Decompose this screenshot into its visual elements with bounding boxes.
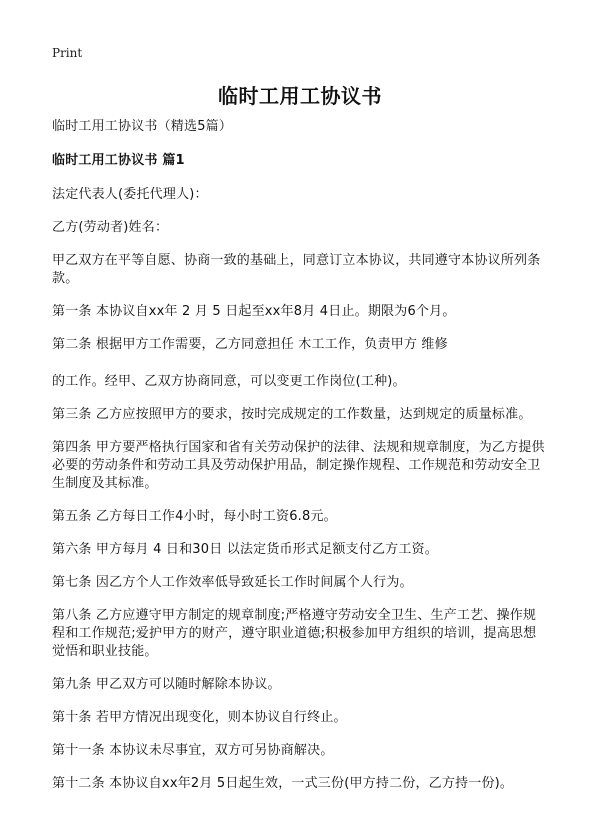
paragraph: 乙方(劳动者)姓名： <box>52 220 169 235</box>
print-link[interactable]: Print <box>52 46 83 60</box>
paragraph: 第一条 本协议自xx年 2 月 5 日起至xx年8月 4日止。期限为6个月。 <box>52 304 456 319</box>
paragraph: 法定代表人(委托代理人)： <box>52 187 208 202</box>
paragraph: 第十二条 本协议自xx年2月 5日起生效，一式三份(甲方持二份，乙方持一份)。 <box>52 776 514 791</box>
paragraph: 第二条 根据甲方工作需要，乙方同意担任 木工工作，负责甲方 维修 <box>52 337 448 352</box>
paragraph: 第八条 乙方应遵守甲方制定的规章制度;严格遵守劳动安全卫生、生产工艺、操作规程和工作规范;爱护甲方的财产，遵守职业道德;积极参加甲方组织的培训，提高思想觉悟和职业技能。 <box>52 608 537 659</box>
document-title: 临时工用工协议书 <box>218 84 382 108</box>
document-subtitle: 临时工用工协议书（精选5篇） <box>52 119 233 134</box>
document-body <box>52 118 548 808</box>
paragraph: 第六条 甲方每月 4 日和30日 以法定货币形式足额支付乙方工资。 <box>52 542 438 557</box>
section-heading: 临时工用工协议书 篇1 <box>52 153 185 168</box>
paragraph: 第十条 若甲方情况出现变化，则本协议自行终止。 <box>52 710 347 725</box>
paragraph: 的工作。经甲、乙双方协商同意，可以变更工作岗位(工种)。 <box>52 374 406 389</box>
paragraph: 第三条 乙方应按照甲方的要求，按时完成规定的工作数量，达到规定的质量标准。 <box>52 407 532 422</box>
paragraph: 第四条 甲方要严格执行国家和省有关劳动保护的法律、法规和规章制度，为乙方提供必要的劳动条件和劳动工具及劳动保护用品，制定操作规程、工作规范和劳动安全卫生制度及其标准。 <box>52 440 545 491</box>
paragraph: 第七条 因乙方个人工作效率低导致延长工作时间属个人行为。 <box>52 575 413 590</box>
paragraph: 第十一条 本协议未尽事宜，双方可另协商解决。 <box>52 743 334 758</box>
paragraph: 第五条 乙方每日工作4小时，每小时工资6.8元。 <box>52 509 337 524</box>
paragraph: 甲乙双方在平等自愿、协商一致的基础上，同意订立本协议，共同遵守本协议所列条款。 <box>52 253 541 286</box>
paragraph: 第九条 甲乙双方可以随时解除本协议。 <box>52 677 281 692</box>
